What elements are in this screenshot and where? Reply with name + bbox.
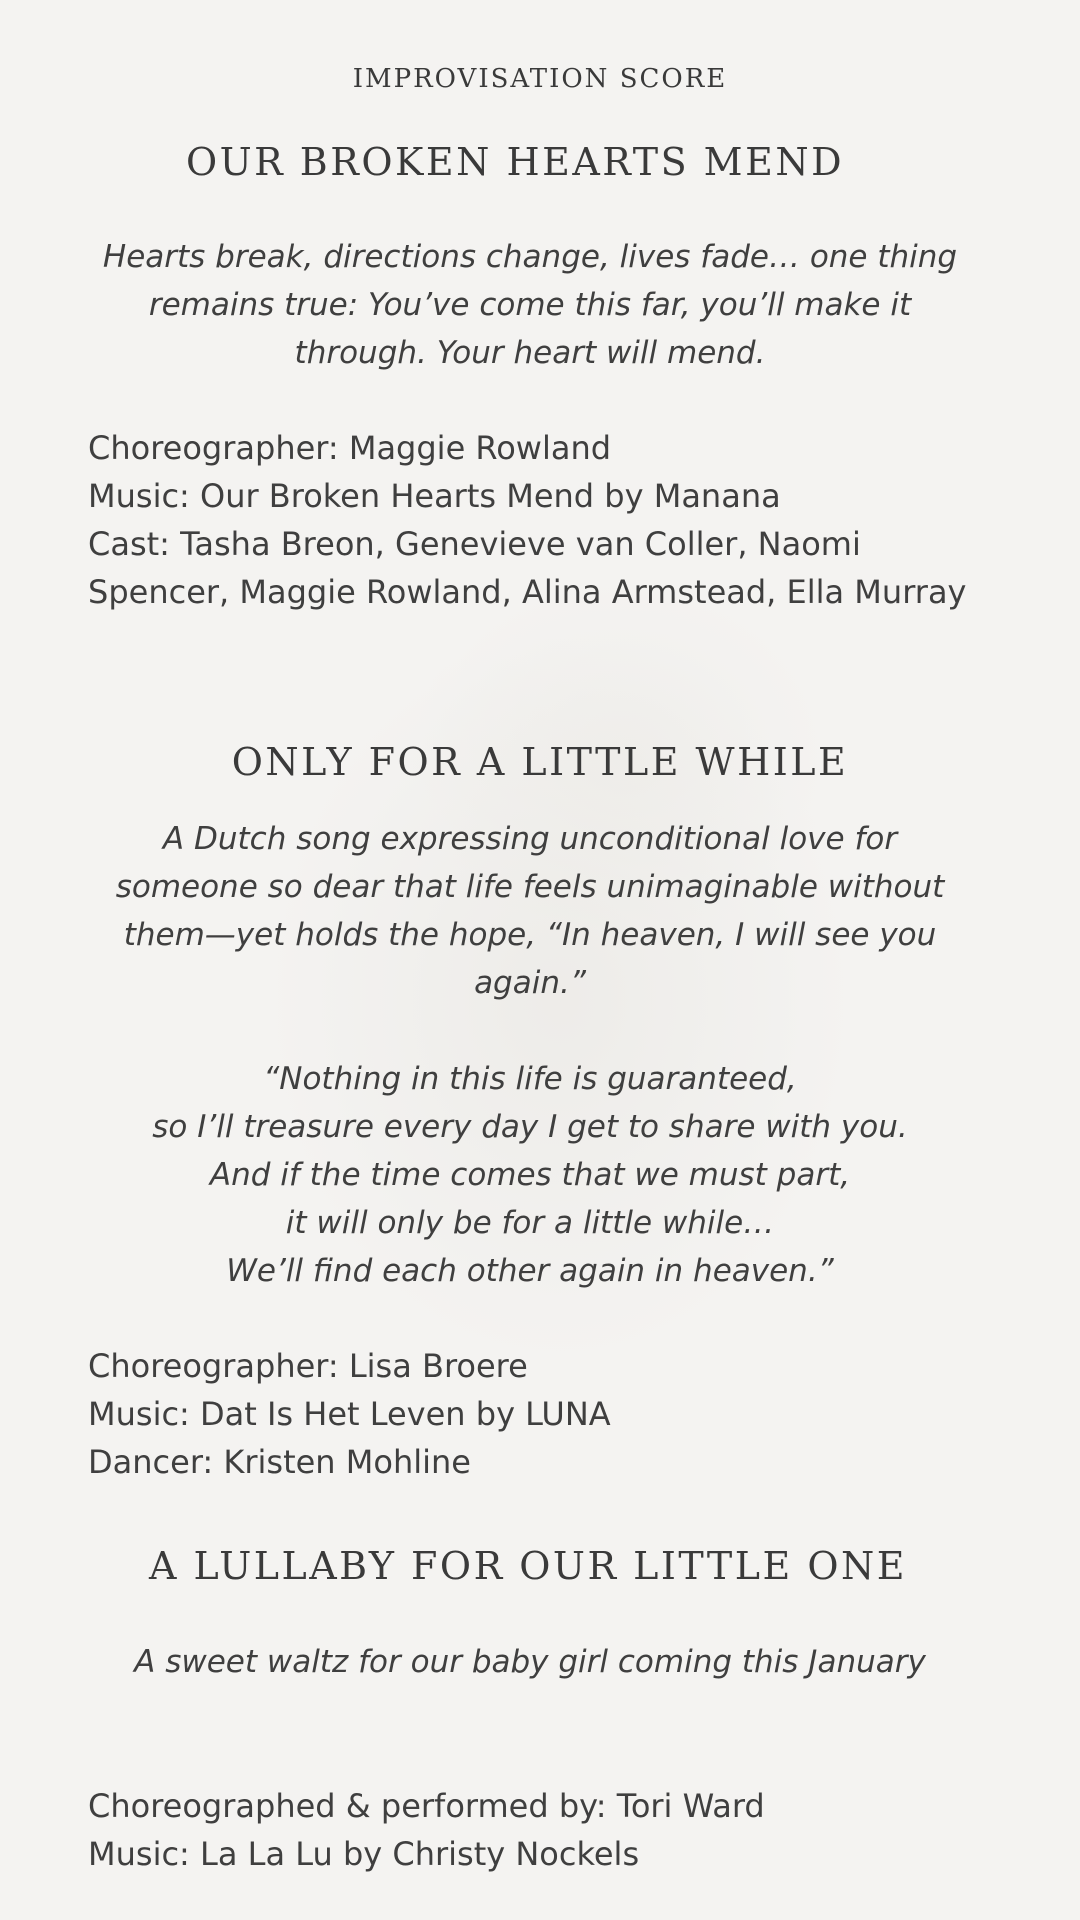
piece-description: A Dutch song expressing unconditional love for someone so dear that life feels unimaginable without them—yet holds the hope, “In heaven, I will see you again.” <box>115 821 945 1001</box>
piece-credits <box>88 1782 968 1878</box>
credit-line: Dancer: Kristen Mohline <box>88 1443 471 1481</box>
quote-line: We’ll find each other again in heaven.” <box>226 1253 834 1289</box>
credit-line: Music: Dat Is Het Leven by LUNA <box>88 1395 611 1433</box>
section-eyebrow: IMPROVISATION SCORE <box>352 64 728 94</box>
piece-title: A LULLABY FOR OUR LITTLE ONE <box>149 1544 907 1588</box>
piece-description: A sweet waltz for our baby girl coming this January <box>134 1644 926 1680</box>
credit-line: Choreographer: Lisa Broere <box>88 1347 528 1385</box>
piece-credits <box>88 1342 968 1486</box>
lyric-quote <box>95 1055 965 1295</box>
piece-credits <box>88 424 968 616</box>
credit-line: Choreographed & performed by: Tori Ward <box>88 1787 765 1825</box>
credit-line: Cast: Tasha Breon, Genevieve van Coller, Naomi Spencer, Maggie Rowland, Alina Armstead, Ella Murray <box>88 525 967 611</box>
credit-line: Music: La La Lu by Christy Nockels <box>88 1835 640 1873</box>
quote-line: “Nothing in this life is guaranteed, <box>263 1061 797 1097</box>
piece-title: OUR BROKEN HEARTS MEND <box>185 140 845 184</box>
quote-line: And if the time comes that we must part, <box>209 1157 851 1193</box>
piece-description: Hearts break, directions change, lives fade… one thing remains true: You’ve come this far, you’ll make it through. Your heart will mend. <box>102 239 958 371</box>
credit-line: Choreographer: Maggie Rowland <box>88 429 612 467</box>
piece-title: ONLY FOR A LITTLE WHILE <box>231 740 849 784</box>
credit-line: Music: Our Broken Hearts Mend by Manana <box>88 477 781 515</box>
quote-line: so I’ll treasure every day I get to share with you. <box>152 1109 908 1145</box>
quote-line: it will only be for a little while… <box>285 1205 775 1241</box>
